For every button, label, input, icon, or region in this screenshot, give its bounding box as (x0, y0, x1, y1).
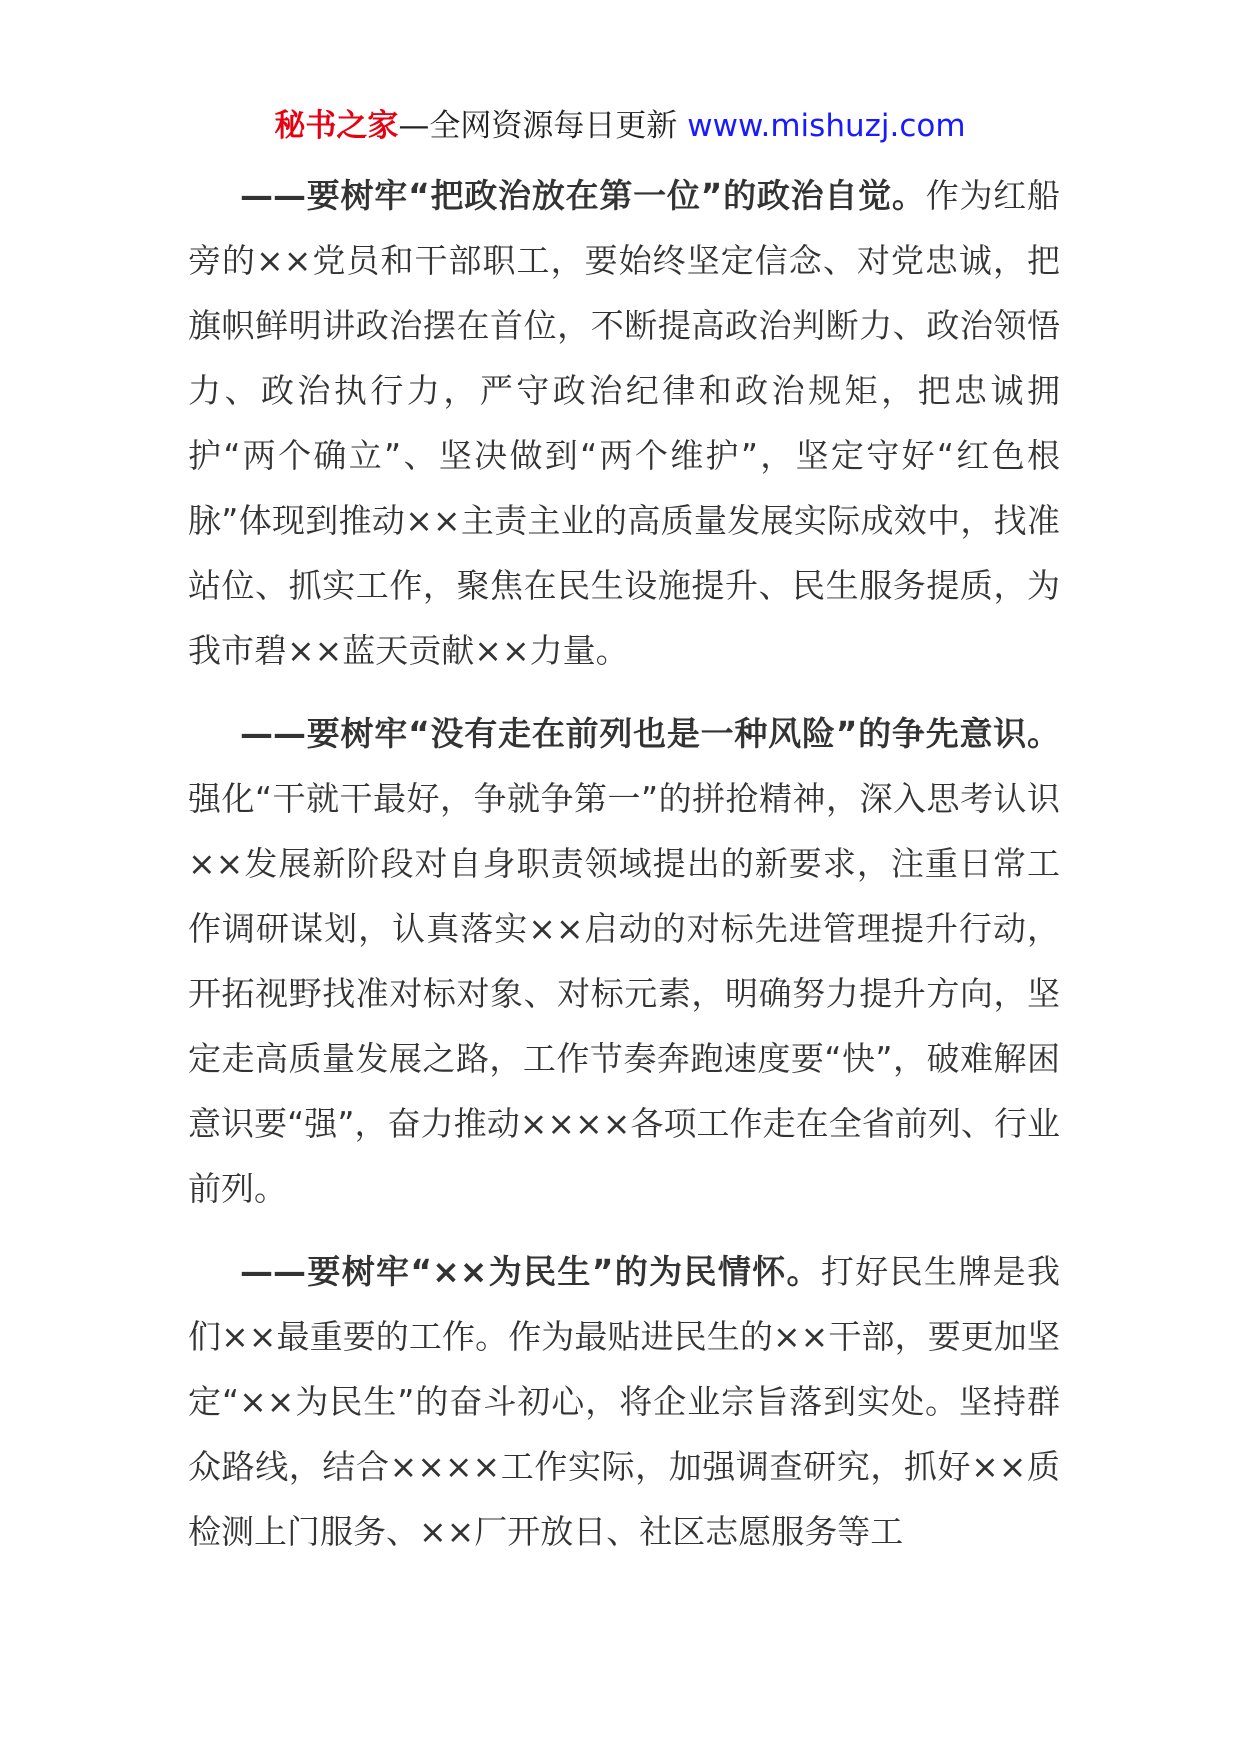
site-brand: 秘书之家 (274, 108, 399, 144)
paragraph-2-heading: ——要树牢“没有走在前列也是一种风险”的争先意识。 (240, 714, 1060, 753)
paragraph-2-text: 强化“干就干最好，争就争第一”的拼抢精神，深入思考认识××发展新阶段对自身职责领域提出的新要求，注重日常工作调研谋划，认真落实××启动的对标先进管理提升行动，开拓视野找准对标对象、对标元素，明确努力提升方向，坚定走高质量发展之路，工作节奏奔跑速度要“快”，破难解困意识要“强”，奋力推动××××各项工作走在全省前列、行业前列。 (188, 779, 1060, 1208)
site-url-link[interactable]: www.mishuzj.com (687, 108, 966, 144)
site-tagline: —全网资源每日更新 (398, 108, 688, 144)
site-header (0, 100, 1240, 152)
paragraph-2 (188, 701, 1060, 1221)
paragraph-1-text: 作为红船旁的××党员和干部职工，要始终坚定信念、对党忠诚，把旗帜鲜明讲政治摆在首位，不断提高政治判断力、政治领悟力、政治执行力，严守政治纪律和政治规矩，把忠诚拥护“两个确立”、坚决做到“两个维护”，坚定守好“红色根脉”体现到推动××主责主业的高质量发展实际成效中，找准站位、抓实工作，聚焦在民生设施提升、民生服务提质，为我市碧××蓝天贡献××力量。 (188, 176, 1060, 670)
paragraph-3-heading: ——要树牢“××为民生”的为民情怀。 (240, 1252, 821, 1291)
paragraph-3-text: 打好民生牌是我们××最重要的工作。作为最贴进民生的××干部，要更加坚定“××为民生”的奋斗初心，将企业宗旨落到实处。坚持群众路线，结合××××工作实际，加强调查研究，抓好××质检测上门服务、××厂开放日、社区志愿服务等工 (188, 1252, 1060, 1551)
paragraph-1 (188, 163, 1060, 683)
document-body (188, 163, 1060, 1582)
paragraph-3 (188, 1239, 1060, 1564)
paragraph-1-heading: ——要树牢“把政治放在第一位”的政治自觉。 (240, 176, 926, 215)
